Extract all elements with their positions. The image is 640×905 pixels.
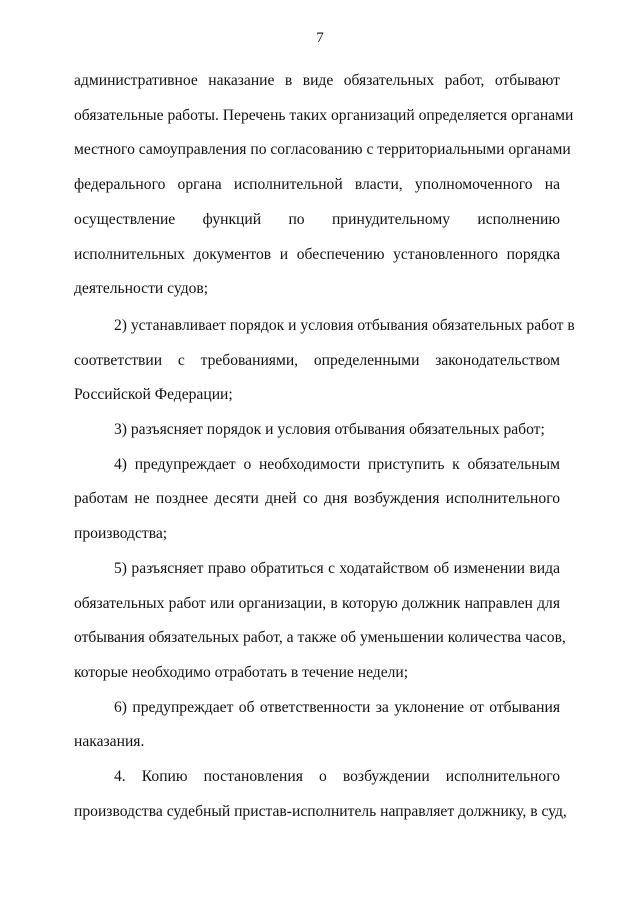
text-line: производства судебный пристав-исполнитель направляет должнику, в суд, [74,802,567,820]
paragraph [74,413,560,448]
text-line: 4. Копию постановления о возбуждении исполнительного [114,768,560,786]
text-line: 4) предупреждает о необходимости приступить к обязательным [114,455,560,473]
paragraph [74,309,575,413]
text-line: исполнительных документов и обеспечению установленного порядка [74,245,560,263]
text-line: соответствии с требованиями, определенными законодательством [74,351,560,369]
text-line: наказания. [74,733,145,751]
text-line: деятельности судов; [74,280,209,298]
text-line: работам не позднее десяти дней со дня возбуждения исполнительного [74,490,560,508]
text-line: 5) разъясняет право обратиться с ходатайством об изменении вида [114,559,560,577]
text-line: местного самоуправления по согласованию с территориальными органами [74,141,571,159]
text-line: обязательные работы. Перечень таких организаций определяется органами [74,106,574,124]
text-line: отбывания обязательных работ, а также об уменьшении количества часов, [74,629,566,647]
paragraph [74,552,566,691]
text-line: административное наказание в виде обязательных работ, отбывают [74,72,560,89]
text-line: 3) разъясняет порядок и условия отбывания обязательных работ; [114,421,545,439]
document-body [74,64,575,829]
text-line: осуществление функций по принудительному исполнению [74,210,560,228]
text-line: обязательных работ или организации, в которую должник направлен для [74,594,560,612]
text-line: которые необходимо отработать в течение недели; [74,663,409,681]
page-number: 7 [316,30,324,46]
text-line: Российской Федерации; [74,386,233,404]
paragraph [74,64,574,307]
text-line: 2) устанавливает порядок и условия отбывания обязательных работ в [114,316,575,334]
paragraph [74,760,567,829]
paragraph [74,691,560,760]
text-line: федерального органа исполнительной власти, уполномоченного на [74,176,560,194]
text-line: 6) предупреждает об ответственности за уклонение от отбывания [114,698,560,716]
text-line: производства; [74,525,168,543]
paragraph [74,448,560,552]
